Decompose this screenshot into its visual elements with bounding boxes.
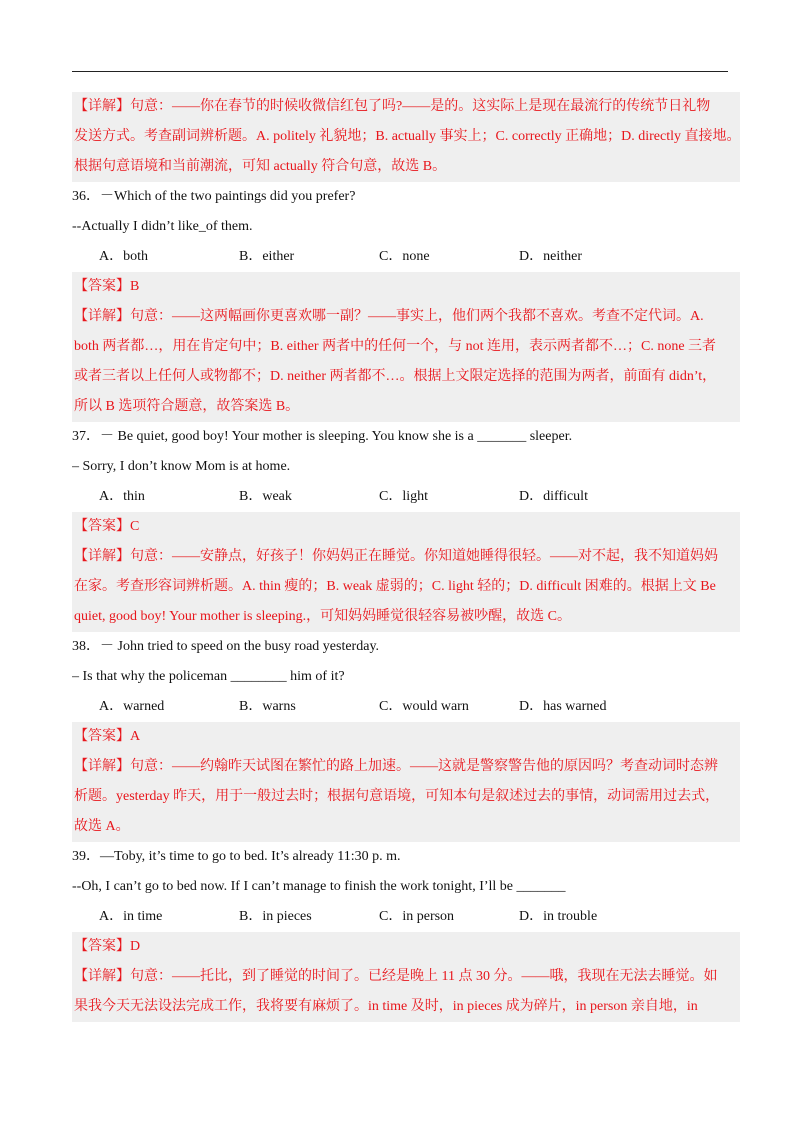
question-block <box>72 182 740 272</box>
explanation-line: both 两者都…，用在肯定句中；B. either 两者中的任何一个，与 not 连用，表示两者都不…；C. none 三者 <box>74 339 717 354</box>
question-block <box>72 422 740 512</box>
option-d: D．in trouble <box>519 909 598 924</box>
explanation-line: 析题。yesterday 昨天，用于一般过去时；根据句意语境，可知本句是叙述过去的事情，动词需用过去式， <box>74 789 720 804</box>
option-b: B．either <box>239 249 295 264</box>
answer-block <box>72 512 740 542</box>
option-c: C．none <box>379 249 430 264</box>
explanation-line: 【详解】句意：——安静点，好孩子！你妈妈正在睡觉。你知道她睡得很轻。——对不起，我不知道妈妈 <box>74 549 718 564</box>
explanation-block <box>72 92 740 182</box>
explanation-block <box>72 752 740 842</box>
option-b: B．weak <box>239 489 292 504</box>
option-a: A．warned <box>99 699 165 714</box>
question-reply: --Actually I didn’t like_of them. <box>72 219 253 234</box>
options-row <box>72 242 740 272</box>
option-a: A．in time <box>99 909 163 924</box>
explanation-line: 发送方式。考查副词辨析题。A. politely 礼貌地；B. actually 事实上；C. correctly 正确地；D. directly 直接地。 <box>74 129 740 144</box>
option-a: A．thin <box>99 489 145 504</box>
explanation-line: 所以 B 选项符合题意，故答案选 B。 <box>74 399 300 414</box>
document-body <box>72 92 740 1022</box>
header-rule <box>72 71 728 72</box>
question-block <box>72 842 740 932</box>
explanation-line: 【详解】句意：——你在春节的时候收微信红包了吗?——是的。这实际上是现在最流行的传统节日礼物 <box>74 99 711 114</box>
question-stem: 36．－Which of the two paintings did you prefer? <box>72 189 356 204</box>
option-c: C．in person <box>379 909 455 924</box>
answer-text: 【答案】A <box>74 729 141 744</box>
option-d: D．difficult <box>519 489 588 504</box>
answer-block <box>72 272 740 302</box>
explanation-block <box>72 302 740 422</box>
answer-text: 【答案】D <box>74 939 141 954</box>
explanation-line: 【详解】句意：——约翰昨天试图在繁忙的路上加速。——这就是警察警告他的原因吗？考查动词时态辨 <box>74 759 718 774</box>
explanation-block <box>72 962 740 1022</box>
options-row <box>72 692 740 722</box>
explanation-line: 果我今天无法设法完成工作，我将要有麻烦了。in time 及时，in pieces 成为碎片，in person 亲自地，in <box>74 999 698 1014</box>
question-reply: – Sorry, I don’t know Mom is at home. <box>72 459 291 474</box>
question-reply: --Oh, I can’t go to bed now. If I can’t manage to finish the work tonight, I’ll be _______ <box>72 879 566 894</box>
explanation-line: 根据句意语境和当前潮流，可知 actually 符合句意，故选 B。 <box>74 159 447 174</box>
explanation-line: quiet, good boy! Your mother is sleeping.，可知妈妈睡觉很轻容易被吵醒，故选 C。 <box>74 609 571 624</box>
explanation-block <box>72 542 740 632</box>
question-block <box>72 632 740 722</box>
option-d: D．has warned <box>519 699 607 714</box>
explanation-line: 在家。考查形容词辨析题。A. thin 瘦的；B. weak 虚弱的；C. light 轻的；D. difficult 困难的。根据上文 Be <box>74 579 716 594</box>
explanation-line: 【详解】句意：——托比，到了睡觉的时间了。已经是晚上 11 点 30 分。——哦，我现在无法去睡觉。如 <box>74 969 718 984</box>
answer-block <box>72 932 740 962</box>
option-d: D．neither <box>519 249 582 264</box>
question-stem: 38．－ John tried to speed on the busy road yesterday. <box>72 639 380 654</box>
option-b: B．in pieces <box>239 909 312 924</box>
options-row <box>72 902 740 932</box>
question-stem: 39．—Toby, it’s time to go to bed. It’s already 11:30 p. m. <box>72 849 401 864</box>
question-stem: 37．－ Be quiet, good boy! Your mother is sleeping. You know she is a _______ sleeper. <box>72 429 573 444</box>
option-c: C．would warn <box>379 699 469 714</box>
answer-text: 【答案】C <box>74 519 140 534</box>
answer-text: 【答案】B <box>74 279 140 294</box>
explanation-line: 或者三者以上任何人或物都不；D. neither 两者都不…。根据上文限定选择的范围为两者，前面有 didn’t， <box>74 369 717 384</box>
answer-block <box>72 722 740 752</box>
option-a: A．both <box>99 249 148 264</box>
option-c: C．light <box>379 489 429 504</box>
options-row <box>72 482 740 512</box>
question-reply: – Is that why the policeman ________ him of it? <box>72 669 345 684</box>
explanation-line: 故选 A。 <box>74 819 130 834</box>
option-b: B．warns <box>239 699 296 714</box>
explanation-line: 【详解】句意：——这两幅画你更喜欢哪一副？——事实上，他们两个我都不喜欢。考查不定代词。A. <box>74 309 704 324</box>
